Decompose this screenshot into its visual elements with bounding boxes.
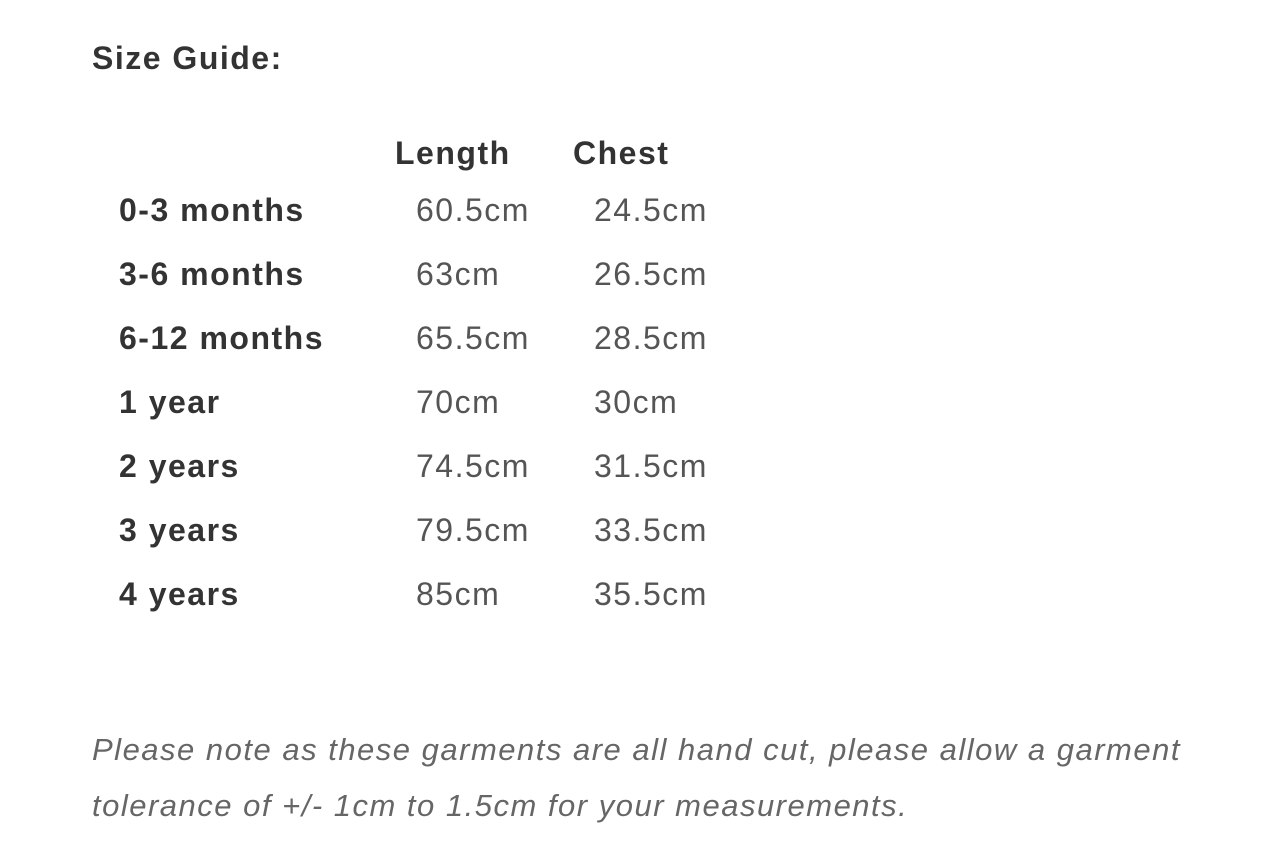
size-label: 2 years: [119, 448, 240, 484]
header-length: Length: [395, 135, 511, 171]
chest-value: 33.5cm: [594, 512, 708, 548]
size-label: 1 year: [119, 384, 221, 420]
length-value: 65.5cm: [416, 320, 530, 356]
size-label: 4 years: [119, 576, 240, 612]
header-chest: Chest: [573, 135, 670, 171]
tolerance-note: Please note as these garments are all hand cut, please allow a garment tolerance of +/- 1cm to 1.5cm for your measurements.: [92, 732, 1181, 823]
size-label: 3-6 months: [119, 256, 305, 292]
length-value: 63cm: [416, 256, 501, 292]
chest-value: 24.5cm: [594, 192, 708, 228]
page-title: Size Guide:: [92, 40, 283, 76]
length-value: 70cm: [416, 384, 501, 420]
size-label: 3 years: [119, 512, 240, 548]
size-label: 6-12 months: [119, 320, 324, 356]
chest-value: 31.5cm: [594, 448, 708, 484]
chest-value: 28.5cm: [594, 320, 708, 356]
length-value: 85cm: [416, 576, 501, 612]
length-value: 60.5cm: [416, 192, 530, 228]
table-row: [92, 562, 773, 626]
table-row: [92, 242, 773, 306]
table-row: [92, 498, 773, 562]
table-header-row: [92, 128, 773, 178]
chest-value: 26.5cm: [594, 256, 708, 292]
header-size: [92, 128, 395, 178]
size-table: [92, 128, 773, 626]
chest-value: 35.5cm: [594, 576, 708, 612]
table-row: [92, 434, 773, 498]
size-label: 0-3 months: [119, 192, 305, 228]
chest-value: 30cm: [594, 384, 679, 420]
length-value: 74.5cm: [416, 448, 530, 484]
table-row: [92, 370, 773, 434]
table-row: [92, 178, 773, 242]
length-value: 79.5cm: [416, 512, 530, 548]
table-row: [92, 306, 773, 370]
